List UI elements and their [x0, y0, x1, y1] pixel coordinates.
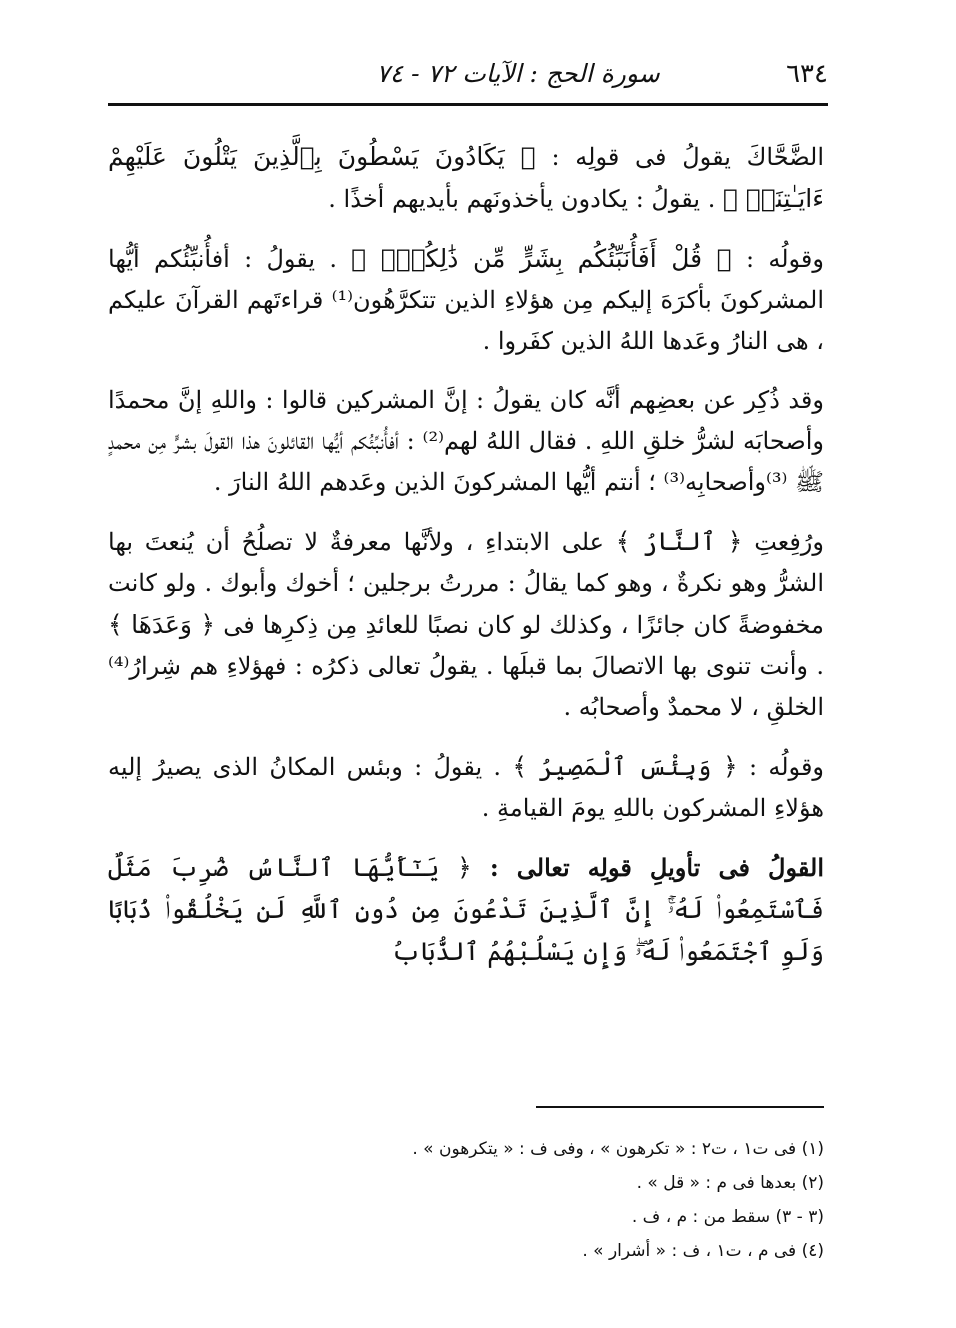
quran-verse: ﴿ قُلْ أَفَأُنَبِّئُكُم بِشَرٍّ مِّن ذَٰلِكُمُۚ ﴾	[351, 244, 732, 273]
paragraph-5-tail: . يقولُ : وبئس المكانُ الذى يصيرُ إليه هؤلاءِ المشركون باللهِ يومَ القيامةِ .	[108, 753, 824, 822]
quran-verse: ﴿ وَعَدَهَا ﴾	[108, 610, 216, 639]
paragraph-5-lead: وقولُه :	[737, 753, 824, 781]
footnote-1: (١) فى ت١ ، ت٢ : « تكرهون » ، وفى ف : « يتكرهون » .	[412, 1139, 824, 1159]
quran-verse: ﴿ ٱلنَّارُ ﴾	[615, 527, 743, 556]
paragraph-4-middle: على الابتداءِ ، ولأنَّها معرفةٌ لا تصلُحُ أن يُنعتَ بها الشرُّ وهو نكرةٌ ، وهو كما يقالُ : مررتُ برجلين ؛ أخوك وأبوك . ولو كانت مخفوضةً كان جائزًا ، وكذلك لو كان نصبًا للعائدِ مِن ذِكرِها فى	[108, 528, 825, 639]
paragraph-4-lead: ورُفِعتِ	[742, 528, 824, 556]
paragraph-4	[108, 521, 824, 728]
paragraph-1	[108, 136, 824, 220]
paragraph-3	[108, 380, 824, 503]
section-heading: القولُ فى تأويلِ قولِه تعالى :	[471, 853, 824, 882]
header-divider	[108, 103, 828, 106]
quran-verse: ﴿ يَـٰٓأَيُّهَا ٱلنَّاسُ ضُرِبَ مَثَلٌ فَٱسْتَمِعُوا۟ لَهُۥٓۚ إِنَّ ٱلَّذِينَ تَدْعُونَ مِن دُونِ ٱللَّهِ لَن يَخْلُقُوا۟ ذُبَابًا وَلَوِ ٱجْتَمَعُوا۟ لَهُۥۖ وَإِن يَسْلُبْهُمُ ٱلذُّبَابُ	[108, 853, 824, 966]
paragraph-4-tail: . وأنت تنوى بها الاتصالَ بما قبلَها . يقولُ تعالى ذكرُه : فهؤلاءِ هم شِرارُ⁽⁴⁾ الخلقِ ، لا محمدٌ وأصحابُه .	[108, 652, 824, 721]
footnote-divider	[536, 1106, 824, 1108]
page-header-title: سورة الحج : الآيات ٧٢ - ٧٤	[376, 59, 660, 88]
paragraph-3-text: وقد ذُكِر عن بعضِهم أنَّه كان يقولُ : إنَّ المشركين قالوا : واللهِ إنَّ محمدًا وأصحابَه لشرُّ خلقِ اللهِ . فقال اللهُ لهم⁽²⁾ : أفأُنبِّئُكم أيُّها القائلونَ هذا القولَ بشرٍّ مِن محمدٍ ﷺ ⁽³⁾وأصحابِه⁽³⁾ ؛ أنتم أيُّها المشركونَ الذين وعَدهم اللهُ النارَ .	[108, 386, 824, 496]
running-head	[108, 52, 828, 96]
footnote-3: (٣ - ٣) سقط من : م ، ف .	[631, 1207, 824, 1227]
paragraph-2-tail: . يقولُ : أفأُنبِّئُكم أيُّها المشركونَ بأكرَهَ إليكم مِن هؤلاءِ الذين تتكرَّهُون⁽¹⁾ قراءتَهم القرآنَ عليكم ، هى النارُ وعَدها اللهُ الذين كفَروا .	[108, 245, 824, 355]
paragraph-6	[108, 847, 824, 973]
paragraph-5	[108, 746, 824, 829]
footnote-4: (٤) فى م ، ت١ ، ف : « أشرار » .	[582, 1241, 824, 1261]
quran-verse: ﴿ وَبِئْسَ ٱلْمَصِيرُ ﴾	[512, 752, 738, 781]
paragraph-2	[108, 238, 824, 362]
footnotes	[108, 1132, 824, 1268]
paragraph-2-lead: وقولُه :	[731, 245, 824, 273]
quran-verse: ﴿ يَكَادُونَ يَسْطُونَ بِٱلَّذِينَ يَتْلُونَ عَلَيْهِمْ ءَايَـٰتِنَاۗ ﴾	[108, 142, 824, 213]
paragraph-1-tail: . يقولُ : يكادون يأخذونَهم بأيديهم أخذًا .	[328, 185, 723, 213]
paragraph-1-lead: الضَّحَّاكَ يقولُ فى قولِه :	[535, 143, 824, 171]
page-number: ٦٣٤	[786, 59, 828, 89]
main-text	[108, 136, 824, 991]
footnote-2: (٢) بعدها فى م : « قل » .	[636, 1173, 824, 1193]
